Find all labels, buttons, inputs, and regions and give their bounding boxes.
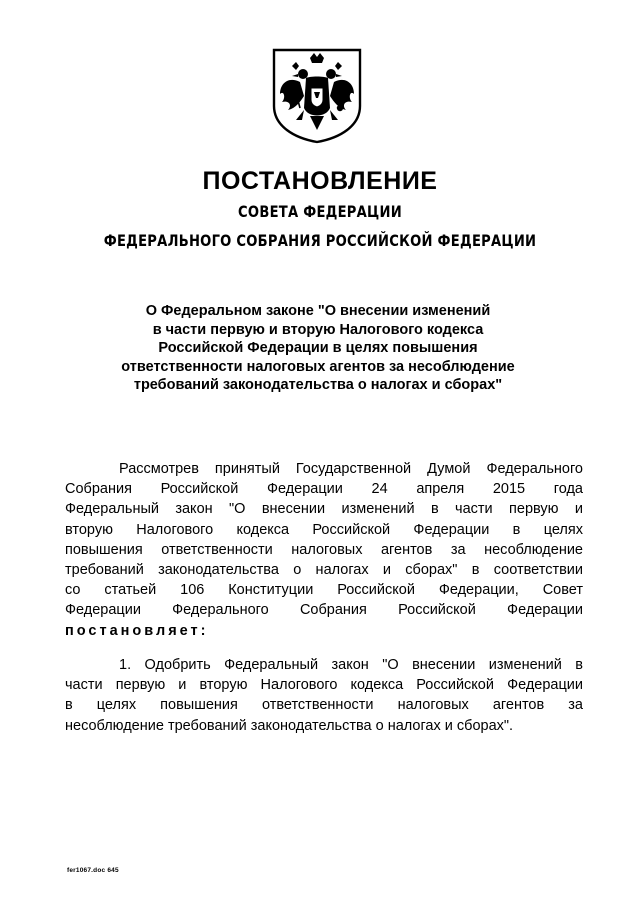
subject-line: О Федеральном законе "О внесении изменений	[145, 303, 491, 319]
paragraph-line: несоблюдение требований законодательства о налогах и сборах".	[65, 717, 514, 734]
issuer-line-1: СОВЕТА ФЕДЕРАЦИИ	[238, 202, 402, 221]
subject-line: в части первую и вторую Налогового кодекса	[152, 321, 484, 338]
paragraph-line: Федеральный закон "О внесении изменений в части первую и	[65, 501, 583, 518]
issuer-line-2: ФЕДЕРАЛЬНОГО СОБРАНИЯ РОССИЙСКОЙ ФЕДЕРАЦИИ	[103, 231, 537, 250]
paragraph-line: со статьей 106 Конституции Российской Федерации, Совет	[65, 582, 583, 599]
resolution-subject	[96, 302, 540, 395]
russian-coat-of-arms-icon	[270, 46, 364, 144]
preamble-paragraph	[65, 459, 583, 641]
paragraph-line: требований законодательства о налогах и сборах" в соответствии	[65, 562, 583, 579]
paragraph-line: в целях повышения ответственности налоговых агентов за	[65, 697, 583, 714]
paragraph-line: 1. Одобрить Федеральный закон "О внесении изменений в	[119, 657, 583, 673]
decree-word: постановляет:	[65, 622, 209, 639]
subject-line: ответственности налоговых агентов за несоблюдение	[121, 358, 515, 375]
paragraph-line: части первую и вторую Налогового кодекса Российской Федерации	[65, 677, 583, 694]
paragraph-line: Рассмотрев принятый Государственной Думой Федерального	[119, 461, 583, 477]
subject-line: Российской Федерации в целях повышения	[158, 340, 478, 356]
paragraph-line: Федерации Федерального Собрания Российской Федерации	[65, 602, 583, 619]
clause-1-paragraph	[65, 655, 583, 736]
paragraph-line: вторую Налогового кодекса Российской Федерации в целях	[65, 521, 583, 538]
paragraph-line: повышения ответственности налоговых агентов за несоблюдение	[65, 541, 583, 558]
subject-line: требований законодательства о налогах и сборах"	[133, 377, 503, 393]
paragraph-line: Собрания Российской Федерации 24 апреля 2015 года	[65, 481, 583, 498]
document-reference: fer1067.doc 645	[67, 867, 119, 874]
document-title: ПОСТАНОВЛЕНИЕ	[202, 167, 438, 195]
